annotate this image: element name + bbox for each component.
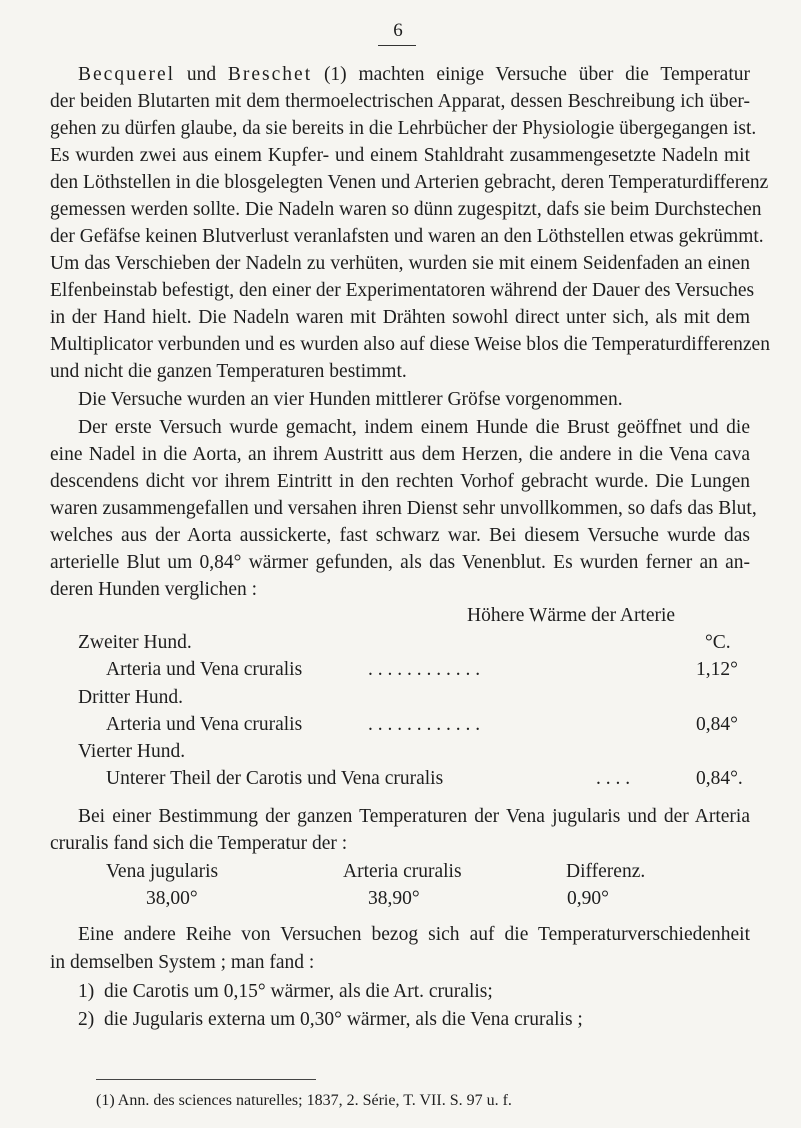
list-item: 1) die Carotis um 0,15° wärmer, als die Art. cruralis;	[78, 981, 493, 1002]
paragraph-3-last-line: deren Hunden verglichen :	[50, 579, 258, 600]
dog-label: Dritter Hund.	[78, 687, 184, 708]
author-name-becquerel: Becquerel	[78, 64, 176, 85]
paragraph-1-line: der beiden Blutarten mit dem thermoelectrischen Apparat, dessen Beschreibung ich über-	[50, 91, 750, 112]
measurement-label: Arteria und Vena cruralis	[106, 714, 303, 735]
temperature-value: 1,12°	[696, 659, 738, 680]
temperature-value: 0,84°.	[696, 768, 743, 789]
table-2-header: Vena jugularis	[106, 861, 219, 882]
paragraph-3-line: waren zusammengefallen und versahen ihren Dienst sehr unvollkommen, so dafs das Blut,	[50, 498, 757, 519]
table-2-value: 38,90°	[368, 888, 420, 909]
paragraph-2: Die Versuche wurden an vier Hunden mittlerer Gröfse vorgenommen.	[78, 389, 623, 410]
paragraph-1-line: gehen zu dürfen glaube, da sie bereits in die Lehrbücher der Physiologie übergegangen ist.	[50, 118, 757, 139]
paragraph-1-line-1: Becquerel und Breschet (1) machten einige Versuche über die Temperatur	[78, 64, 750, 85]
paragraph-3-line: welches aus der Aorta aussickerte, fast schwarz war. Bei diesem Versuche wurde das	[50, 525, 750, 546]
table-2-header: Arteria cruralis	[343, 861, 462, 882]
author-name-breschet: Breschet	[227, 64, 313, 85]
paragraph-5-line-1: Eine andere Reihe von Versuchen bezog sich auf die Temperaturverschiedenheit	[78, 924, 750, 945]
dog-label: Zweiter Hund.	[78, 632, 192, 653]
paragraph-1-line: den Löthstellen in die blosgelegten Venen und Arterien gebracht, deren Temperaturdifferenz	[50, 172, 769, 193]
paragraph-1-line: gemessen werden sollte. Die Nadeln waren so dünn zugespitzt, dafs sie beim Durchstechen	[50, 199, 762, 220]
paragraph-3-line: arterielle Blut um 0,84° wärmer gefunden, als das Venenblut. Es wurden ferner an an-	[50, 552, 750, 573]
leader-dots: . . . . . . . . . . . .	[368, 714, 481, 735]
table-2-value: 0,90°	[567, 888, 609, 909]
table-2-header: Differenz.	[566, 861, 646, 882]
paragraph-3-line: descendens dicht vor ihrem Eintritt in den rechten Vorhof gebracht wurde. Die Lungen	[50, 471, 750, 492]
paragraph-3-line-1: Der erste Versuch wurde gemacht, indem einem Hunde die Brust geöffnet und die	[78, 417, 750, 438]
table-2-value: 38,00°	[146, 888, 198, 909]
table-1-header: Höhere Wärme der Arterie	[467, 605, 676, 626]
paragraph-1-line: der Gefäfse keinen Blutverlust veranlafsten und waren an den Löthstellen etwas gekrümmt.	[50, 226, 764, 247]
dog-label: Vierter Hund.	[78, 741, 186, 762]
footnote-rule	[96, 1079, 316, 1080]
leader-dots: . . . . . . . . . . . .	[368, 659, 481, 680]
paragraph-1-line: Es wurden zwei aus einem Kupfer- und einem Stahldraht zusammengesetzte Nadeln mit	[50, 145, 750, 166]
paragraph-1-last-line: und nicht die ganzen Temperaturen bestimmt.	[50, 361, 407, 382]
paragraph-3-line: eine Nadel in die Aorta, an ihrem Austritt aus dem Herzen, die andere in die Vena cava	[50, 444, 750, 465]
paragraph-1-line: Elfenbeinstab befestigt, den einer der Experimentatoren während der Dauer des Versuches	[50, 280, 755, 301]
page-number-underline	[378, 45, 416, 46]
temperature-value: 0,84°	[696, 714, 738, 735]
paragraph-5-last-line: in demselben System ; man fand :	[50, 952, 315, 973]
footnote: (1) Ann. des sciences naturelles; 1837, 2. Série, T. VII. S. 97 u. f.	[96, 1092, 512, 1109]
paragraph-1-line: in der Hand hielt. Die Nadeln waren mit Drähten sowohl direct unter sich, als mit dem	[50, 307, 750, 328]
leader-dots: . . . .	[596, 768, 631, 789]
measurement-label: Unterer Theil der Carotis und Vena cruralis	[106, 768, 444, 789]
paragraph-1-line: Multiplicator verbunden und es wurden also auf diese Weise blos die Temperaturdifferenzen	[50, 334, 770, 355]
paragraph-4-last-line: cruralis fand sich die Temperatur der :	[50, 833, 348, 854]
measurement-label: Arteria und Vena cruralis	[106, 659, 303, 680]
table-1-unit: °C.	[705, 632, 731, 653]
paragraph-4-line-1: Bei einer Bestimmung der ganzen Temperaturen der Vena jugularis und der Arteria	[78, 806, 750, 827]
paragraph-1-line: Um das Verschieben der Nadeln zu verhüten, wurden sie mit einem Seidenfaden an einen	[50, 253, 750, 274]
page-number: 6	[393, 20, 403, 41]
list-item: 2) die Jugularis externa um 0,30° wärmer, als die Vena cruralis ;	[78, 1009, 583, 1030]
